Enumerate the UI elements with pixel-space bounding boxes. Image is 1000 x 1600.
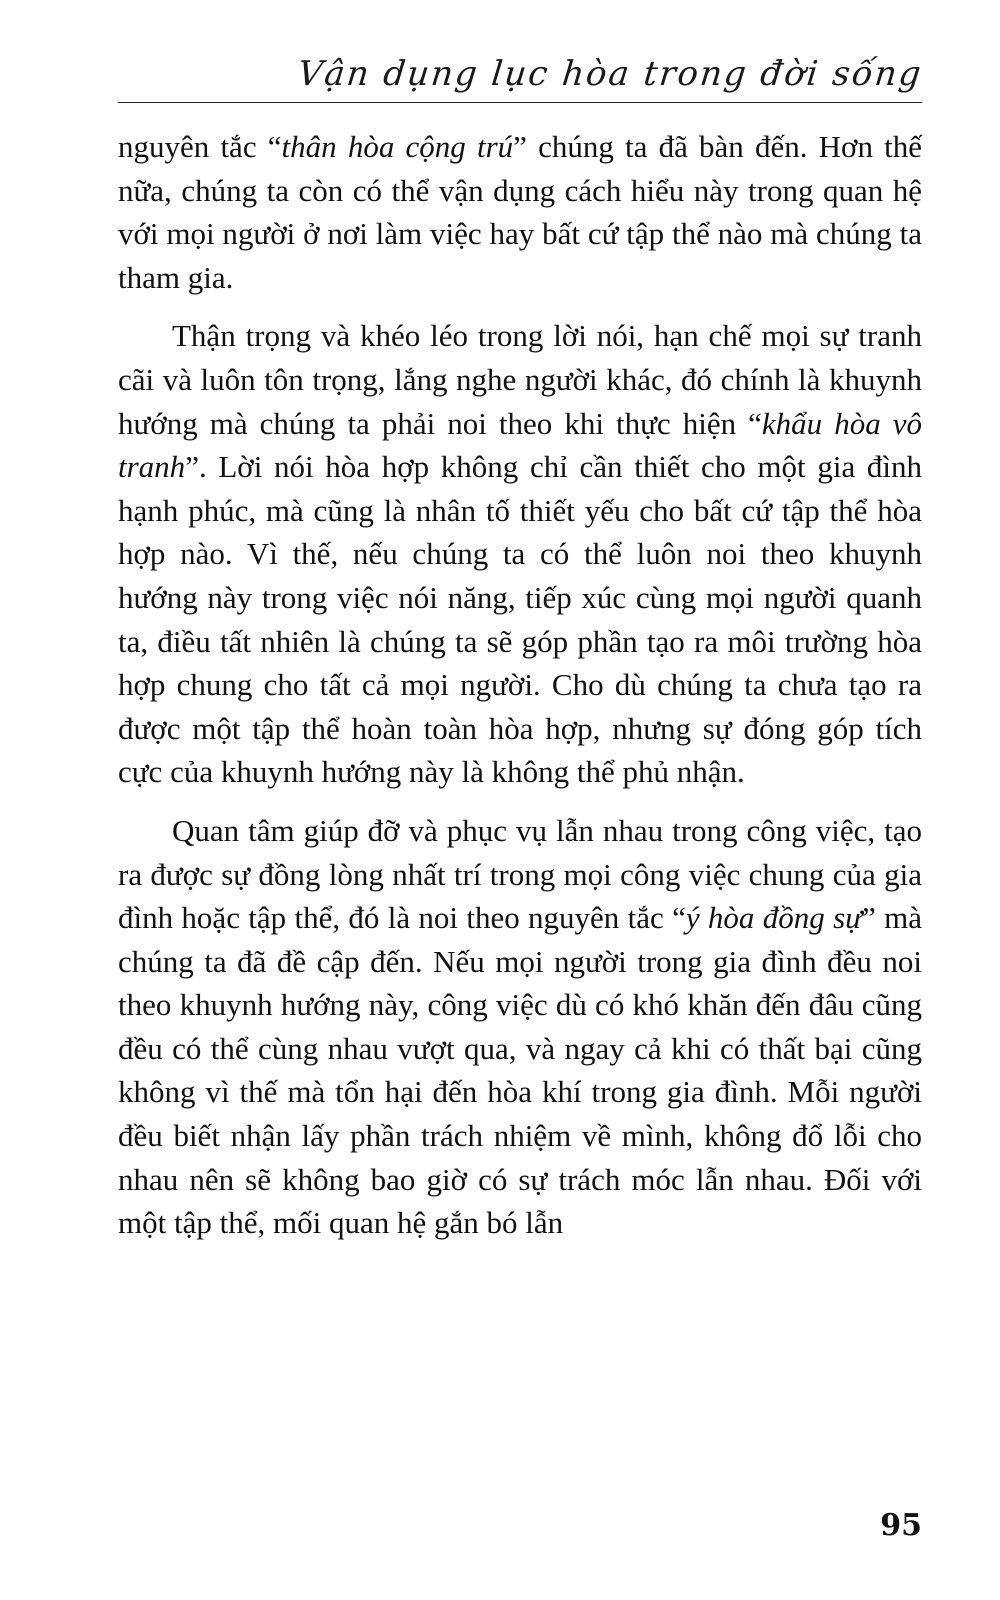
text-run: ” mà chúng ta đã đề cập đến. Nếu mọi người trong gia đình đều noi theo khuynh hướng này, công việc dù có khó khăn đến đâu cũng đều có thể cùng nhau vượt qua, và ngay cả khi có thất bại cũng không vì thế mà tổn hại đến hòa khí trong gia đình. Mỗi người đều biết nhận lấy phần trách nhiệm về mình, không đổ lỗi cho nhau nên sẽ không bao giờ có sự trách móc lẫn nhau. Đối với một tập thể, mối quan hệ gắn bó lẫn — [118, 900, 922, 1241]
running-header-title: Vận dụng lục hòa trong đời sống — [295, 54, 925, 94]
running-header — [118, 50, 925, 103]
paragraph — [118, 809, 922, 1245]
body-text — [118, 125, 922, 1260]
text-run: ” chúng ta đã bàn đến. Hơn thế nữa, chúng ta còn có thể vận dụng cách hiểu này trong quan hệ với mọi người ở nơi làm việc hay bất cứ tập thể nào mà chúng ta tham gia. — [118, 129, 922, 295]
text-run: nguyên tắc “ — [118, 129, 282, 164]
text-run: Quan tâm giúp đỡ và phục vụ lẫn nhau trong công việc, tạo ra được sự đồng lòng nhất trí trong mọi công việc chung của gia đình hoặc tập thể, đó là noi theo nguyên tắc “ — [118, 812, 922, 936]
page-number: 95 — [880, 1508, 922, 1543]
paragraph — [118, 314, 922, 794]
text-run: ”. Lời nói hòa hợp không chỉ cần thiết cho một gia đình hạnh phúc, mà cũng là nhân tố thiết yếu cho bất cứ tập thể hòa hợp nào. Vì thế, nếu chúng ta có thể luôn noi theo khuynh hướng này trong việc nói năng, tiếp xúc cùng mọi người quanh ta, điều tất nhiên là chúng ta sẽ góp phần tạo ra môi trường hòa hợp chung cho tất cả mọi người. Cho dù chúng ta chưa tạo ra được một tập thể hoàn toàn hòa hợp, nhưng sự đóng góp tích cực của khuynh hướng này là không thể phủ nhận. — [118, 449, 922, 790]
italic-term: ý hòa đồng sự — [685, 900, 863, 936]
italic-term: khẩu hòa vô tranh — [118, 405, 922, 485]
italic-term: thân hòa cộng trú — [281, 129, 514, 164]
paragraph — [118, 125, 922, 299]
text-run: Thận trọng và khéo léo trong lời nói, hạn chế mọi sự tranh cãi và luôn tôn trọng, lắng nghe người khác, đó chính là khuynh hướng mà chúng ta phải noi theo khi thực hiện “ — [118, 318, 922, 441]
